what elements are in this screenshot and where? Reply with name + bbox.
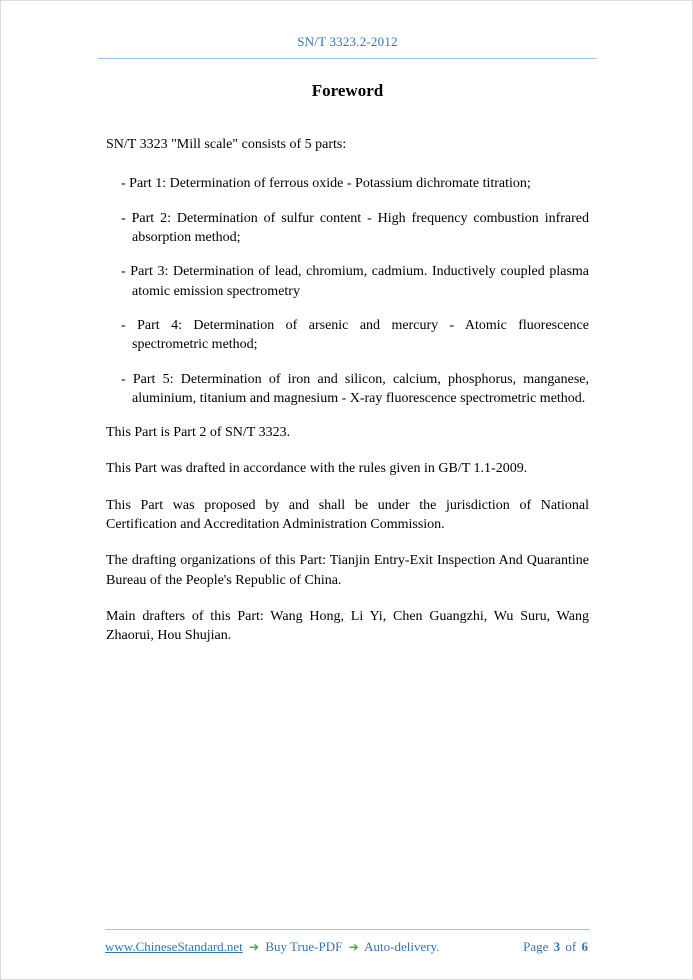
page-title: Foreword bbox=[311, 81, 384, 100]
page-label: Page bbox=[523, 939, 549, 954]
footer-left bbox=[105, 939, 440, 955]
of-label: of bbox=[565, 939, 577, 954]
list-item-part-4: - Part 4: Determination of arsenic and mercury - Atomic fluorescence spectrometric method; bbox=[121, 317, 589, 353]
body-paragraph: The drafting organizations of this Part: Tianjin Entry-Exit Inspection And Quarantine Bureau of the People's Republic of China. bbox=[106, 553, 589, 588]
right-arrow-icon: ➔ bbox=[249, 940, 260, 954]
list-item-part-5: - Part 5: Determination of iron and silicon, calcium, phosphorus, manganese, aluminium, titanium and magnesium - X-ray fluorescence spectrometric method. bbox=[121, 371, 589, 406]
list-item-part-3: - Part 3: Determination of lead, chromium, cadmium. Inductively coupled plasma atomic emission spectrometry bbox=[121, 264, 589, 299]
header-standard-number: SN/T 3323.2-2012 bbox=[297, 34, 398, 49]
current-page-number: 3 bbox=[553, 939, 561, 954]
intro-paragraph: SN/T 3323 "Mill scale" consists of 5 parts: bbox=[106, 137, 347, 152]
body-paragraph: This Part was drafted in accordance with the rules given in GB/T 1.1-2009. bbox=[106, 461, 528, 477]
buy-true-pdf-label: Buy True-PDF bbox=[265, 939, 343, 954]
body-paragraph: This Part was proposed by and shall be under the jurisdiction of National Certification and Accreditation Administration Commission. bbox=[106, 497, 589, 533]
list-item-part-2: - Part 2: Determination of sulfur content - High frequency combustion infrared absorption method; bbox=[121, 210, 589, 245]
body-paragraph: This Part is Part 2 of SN/T 3323. bbox=[106, 425, 291, 441]
header-divider bbox=[98, 58, 597, 59]
page-footer bbox=[105, 929, 590, 955]
list-item-part-1: - Part 1: Determination of ferrous oxide - Potassium dichromate titration; bbox=[121, 176, 531, 192]
total-pages-number: 6 bbox=[581, 939, 588, 954]
page-indicator bbox=[523, 939, 590, 955]
body-paragraph: Main drafters of this Part: Wang Hong, Li Yi, Chen Guangzhi, Wu Suru, Wang Zhaorui, Hou Shujian. bbox=[106, 609, 589, 644]
auto-delivery-label: Auto-delivery. bbox=[364, 939, 440, 954]
right-arrow-icon: ➔ bbox=[348, 940, 359, 954]
document-body bbox=[106, 81, 589, 663]
chinesestandard-link[interactable]: www.ChineseStandard.net bbox=[105, 939, 243, 954]
